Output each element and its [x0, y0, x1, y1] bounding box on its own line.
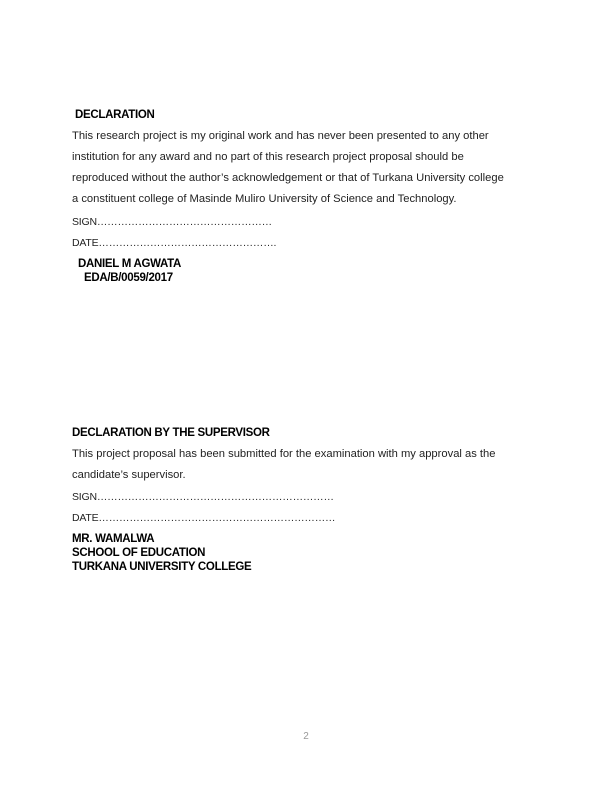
student-registration-number: EDA/B/0059/2017	[84, 272, 173, 284]
page-number: 2	[303, 731, 309, 742]
supervisor-declaration-line: candidate’s supervisor.	[72, 469, 186, 481]
declaration-line: This research project is my original work and has never been presented to any other	[72, 130, 489, 142]
student-sign-field: SIGN……………………………………………	[72, 216, 272, 228]
supervisor-school: SCHOOL OF EDUCATION	[72, 547, 206, 559]
declaration-line: institution for any award and no part of this research project proposal should be	[72, 151, 464, 163]
student-name: DANIEL M AGWATA	[78, 258, 182, 270]
student-details	[78, 257, 181, 285]
declaration-heading: DECLARATION	[75, 109, 155, 121]
supervisor-name: MR. WAMALWA	[72, 533, 155, 545]
supervisor-declaration-heading: DECLARATION BY THE SUPERVISOR	[72, 427, 270, 439]
supervisor-declaration-line: This project proposal has been submitted for the examination with my approval as the	[72, 448, 496, 460]
supervisor-declaration-paragraph	[72, 444, 552, 486]
supervisor-sign-field: SIGN……………………………………………………………	[72, 491, 334, 503]
supervisor-details	[72, 532, 251, 574]
declaration-paragraph	[72, 126, 552, 210]
student-date-field: DATE…………………………………………….	[72, 237, 277, 249]
declaration-line: reproduced without the author’s acknowledgement or that of Turkana University college	[72, 172, 504, 184]
supervisor-college: TURKANA UNIVERSITY COLLEGE	[72, 561, 252, 573]
declaration-line: a constituent college of Masinde Muliro University of Science and Technology.	[72, 193, 457, 205]
supervisor-date-field: DATE……………………………………………………………	[72, 512, 336, 524]
